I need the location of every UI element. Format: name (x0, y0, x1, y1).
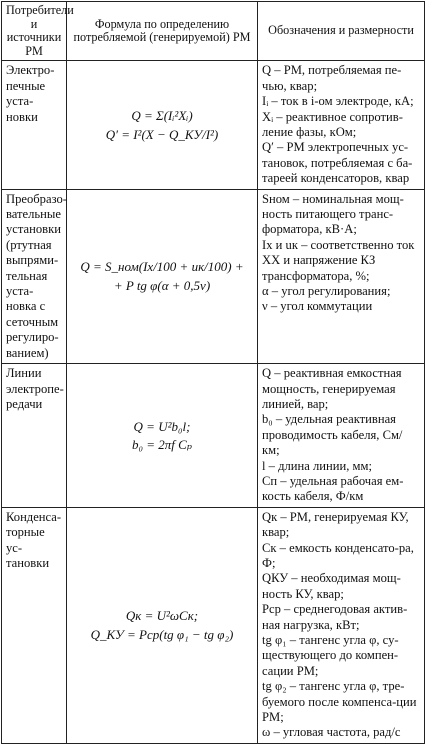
formula-cell (67, 189, 258, 363)
reactive-power-table (1, 1, 425, 744)
designation-item: Iᵢ – ток в i-ом электроде, кА; (262, 94, 414, 109)
designations-cell (258, 61, 425, 189)
table-row (2, 364, 425, 508)
consumer-cell: Преобразо-вательные установки (ртутная выпрями-тельная уста-новка с сеточным регулиро-ванием) (2, 189, 67, 363)
formula-cell (67, 364, 258, 508)
designation-item: Qк – РМ, генерируемая КУ, квар; (262, 509, 409, 540)
header-formula: Формула по определению потребляемой (генерируемой) РМ (67, 2, 258, 61)
designation-item: ν – угол коммутации (262, 299, 373, 314)
designation-item: Pср – среднегодовая актив-ная нагрузка, кВт; (262, 602, 408, 632)
designation-item: b₀ – удельная реактивная проводимость кабеля, См/км; (262, 412, 403, 458)
header-row (2, 2, 425, 61)
designation-item: Q – РМ, потребляемая пе-чью, квар; (262, 63, 402, 93)
designation-item: Q′ – РМ электропечных ус-тановок, потребляемая с ба-тареей конденсаторов, квар (262, 140, 413, 186)
table-row (2, 507, 425, 743)
formula-line: Qк = U²ωCк; (125, 608, 199, 624)
designation-item: QКУ – необходимая мощ-ность КУ, квар; (262, 571, 401, 601)
consumer-cell: Конденса-торные ус-тановки (2, 507, 67, 743)
designations-cell (258, 364, 425, 508)
designations-cell (258, 507, 425, 743)
formula-line: Q′ = I²(X − Q_КУ/I²) (105, 126, 219, 142)
designation-item: l – длина линии, мм; (262, 458, 372, 473)
designation-item: Cп – удельная рабочая ем-кость кабеля, Ф/км (262, 473, 404, 504)
consumer-cell: Линии электропе-редачи (2, 364, 67, 508)
header-consumers: Потребители и источники РМ (2, 2, 67, 61)
formula-cell (67, 61, 258, 189)
designation-item: tg φ₁ – тангенс угла φ, су-ществующего до компен-сации РМ; (262, 633, 399, 678)
designation-item: Cк – емкость конденсато-ра, Ф; (262, 540, 414, 570)
formula-line: Q_КУ = Pср(tg φ₁ − tg φ₂) (90, 626, 234, 642)
designation-item: Xᵢ – реактивное сопротив-ление фазы, кОм; (262, 109, 403, 139)
formula-cell (67, 507, 258, 743)
table-row (2, 61, 425, 189)
formula-line: Q = U²b₀l; (133, 418, 191, 434)
formula-line: b₀ = 2πf Cₚ (131, 436, 193, 452)
formula-line: Q = S_ном(Iх/100 + uк/100) + (80, 259, 244, 275)
designation-item: ω – угловая частота, рад/с (262, 725, 401, 740)
designation-item: tg φ₂ – тангенс угла φ, тре-буемого после компенса-ции РМ; (262, 679, 417, 725)
designation-item: α – угол регулирования; (262, 284, 391, 299)
designation-item: Iх и uк – соответственно ток ХХ и напряжение КЗ трансформатора, %; (262, 237, 415, 283)
designation-item: Sном – номинальная мощ-ность питающего транс-форматора, кВ·А; (262, 191, 404, 237)
designations-cell (258, 189, 425, 363)
designation-item: Q – реактивная емкостная мощность, генерируемая линией, вар; (262, 366, 402, 411)
table-row (2, 189, 425, 363)
consumer-cell: Электро-печные уста-новки (2, 61, 67, 189)
formula-line: Q = Σ(Iᵢ²Xᵢ) (131, 108, 193, 124)
header-designations: Обозначения и размерности (258, 2, 425, 61)
formula-line: + P tg φ(α + 0,5ν) (113, 277, 211, 293)
